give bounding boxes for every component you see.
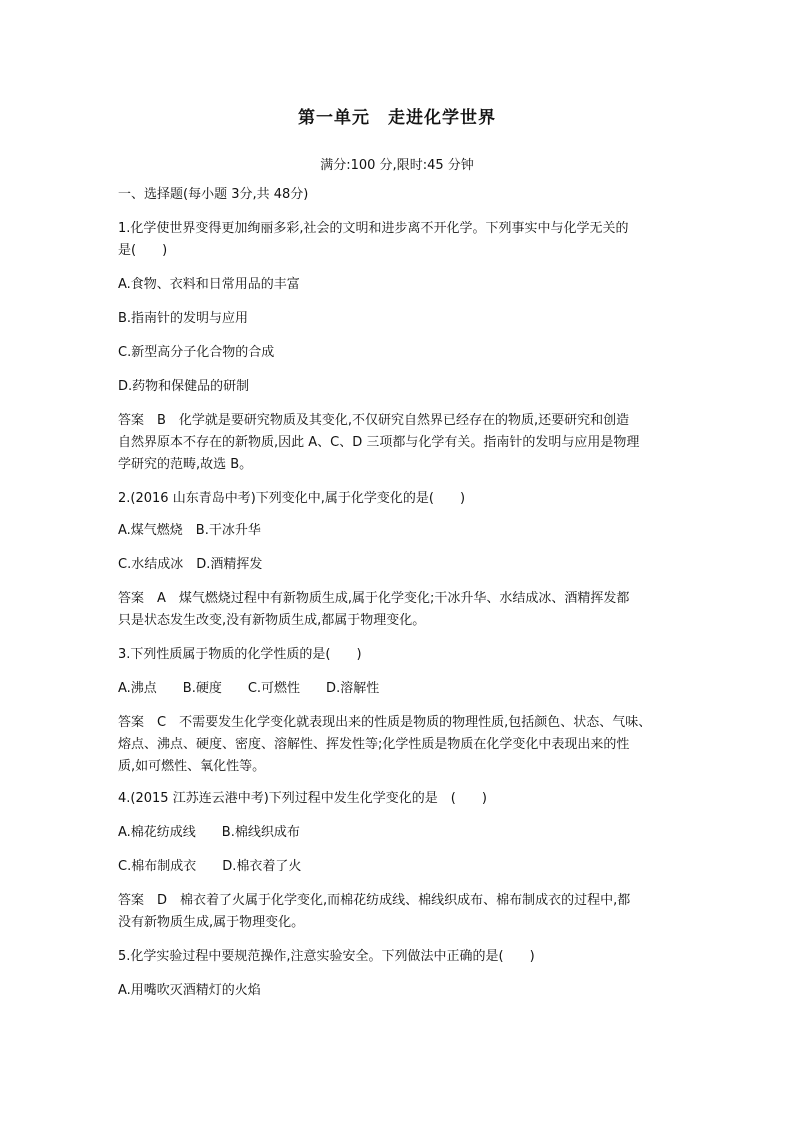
page-title: 第一单元 走进化学世界	[298, 108, 496, 128]
q3-answer-line3: 质,如可燃性、氧化性等。	[118, 759, 266, 774]
q1-answer-line3: 学研究的范畴,故选 B。	[118, 457, 253, 472]
q1-answer-line1: 答案 B 化学就是要研究物质及其变化,不仅研究自然界已经存在的物质,还要研究和创造	[118, 413, 630, 428]
q1-option-a: A.食物、衣料和日常用品的丰富	[118, 277, 300, 292]
q1-option-d: D.药物和保健品的研制	[118, 379, 250, 394]
q1-answer-line2: 自然界原本不存在的新物质,因此 A、C、D 三项都与化学有关。指南针的发明与应用是物理	[118, 435, 640, 450]
q4-stem: 4.(2015 江苏连云港中考)下列过程中发生化学变化的是 ( )	[118, 791, 487, 806]
q5-stem: 5.化学实验过程中要规范操作,注意实验安全。下列做法中正确的是( )	[118, 949, 535, 964]
q2-stem: 2.(2016 山东青岛中考)下列变化中,属于化学变化的是( )	[118, 491, 466, 506]
q1-option-c: C.新型高分子化合物的合成	[118, 345, 275, 360]
score-time-info: 满分:100 分,限时:45 分钟	[320, 158, 474, 173]
q3-answer-line1: 答案 C 不需要发生化学变化就表现出来的性质是物质的物理性质,包括颜色、状态、气味、	[118, 715, 652, 730]
q4-options-cd: C.棉布制成衣 D.棉衣着了火	[118, 859, 302, 874]
q3-options: A.沸点 B.硬度 C.可燃性 D.溶解性	[118, 681, 380, 696]
q4-options-ab: A.棉花纺成线 B.棉线织成布	[118, 825, 300, 840]
q1-option-b: B.指南针的发明与应用	[118, 311, 249, 326]
q1-stem-line2: 是( )	[118, 243, 168, 258]
q2-options-cd: C.水结成冰 D.酒精挥发	[118, 557, 263, 572]
q1-stem-line1: 1.化学使世界变得更加绚丽多彩,社会的文明和进步离不开化学。下列事实中与化学无关的	[118, 221, 629, 236]
q2-options-ab: A.煤气燃烧 B.干冰升华	[118, 523, 261, 538]
q2-answer-line2: 只是状态发生改变,没有新物质生成,都属于物理变化。	[118, 613, 426, 628]
q5-option-a: A.用嘴吹灭酒精灯的火焰	[118, 983, 261, 998]
section-heading: 一、选择题(每小题 3分,共 48分)	[118, 187, 309, 202]
q2-answer-line1: 答案 A 煤气燃烧过程中有新物质生成,属于化学变化;干冰升华、水结成冰、酒精挥发都	[118, 591, 630, 606]
q4-answer-line2: 没有新物质生成,属于物理变化。	[118, 915, 305, 930]
q3-stem: 3.下列性质属于物质的化学性质的是( )	[118, 647, 362, 662]
q3-answer-line2: 熔点、沸点、硬度、密度、溶解性、挥发性等;化学性质是物质在化学变化中表现出来的性	[118, 737, 630, 752]
q4-answer-line1: 答案 D 棉衣着了火属于化学变化,而棉花纺成线、棉线织成布、棉布制成衣的过程中,都	[118, 893, 631, 908]
